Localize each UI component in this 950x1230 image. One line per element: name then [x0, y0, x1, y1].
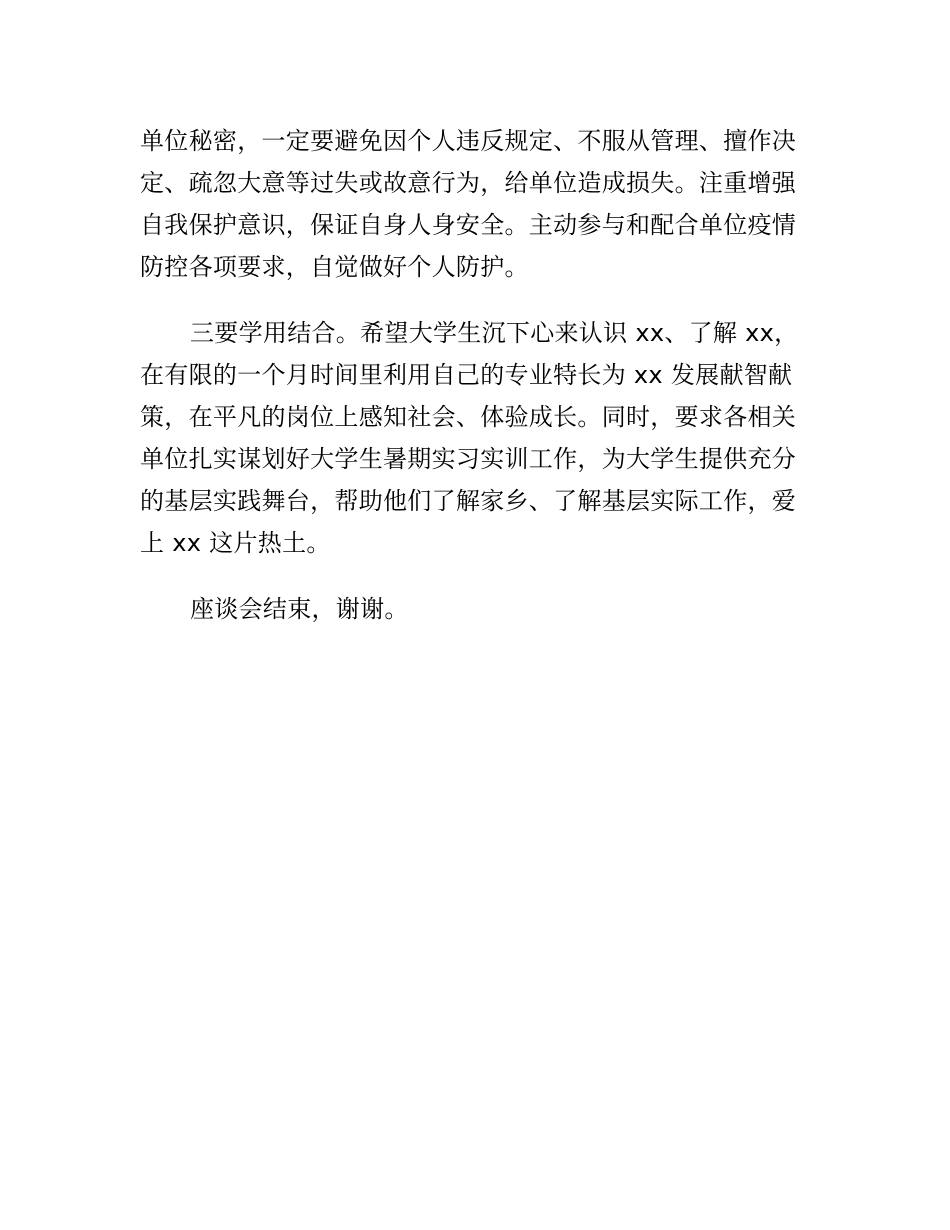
- paragraph-confidentiality: [140, 120, 820, 288]
- text-line: 三要学用结合。希望大学生沉下心来认识 xx、了解 xx，: [190, 319, 799, 347]
- text-line: 座谈会结束，谢谢。: [190, 595, 409, 623]
- text-line: 上 xx 这片热土。: [140, 529, 331, 557]
- text-line: 在有限的一个月时间里利用自己的专业特长为 xx 发展献智献: [140, 361, 793, 389]
- text-line: 防控各项要求，自觉做好个人防护。: [140, 253, 529, 281]
- text-line: 单位秘密，一定要避免因个人违反规定、不服从管理、擅作决: [140, 127, 797, 155]
- text-line: 定、疏忽大意等过失或故意行为，给单位造成损失。注重增强: [140, 169, 797, 197]
- text-line: 策，在平凡的岗位上感知社会、体验成长。同时，要求各相关: [140, 403, 797, 431]
- text-line: 单位扎实谋划好大学生暑期实习实训工作，为大学生提供充分: [140, 445, 797, 473]
- paragraph-closing: [140, 588, 820, 630]
- paragraph-study-and-apply: [140, 312, 820, 564]
- text-line: 的基层实践舞台，帮助他们了解家乡、了解基层实际工作，爱: [140, 487, 797, 515]
- text-line: 自我保护意识，保证自身人身安全。主动参与和配合单位疫情: [140, 211, 797, 239]
